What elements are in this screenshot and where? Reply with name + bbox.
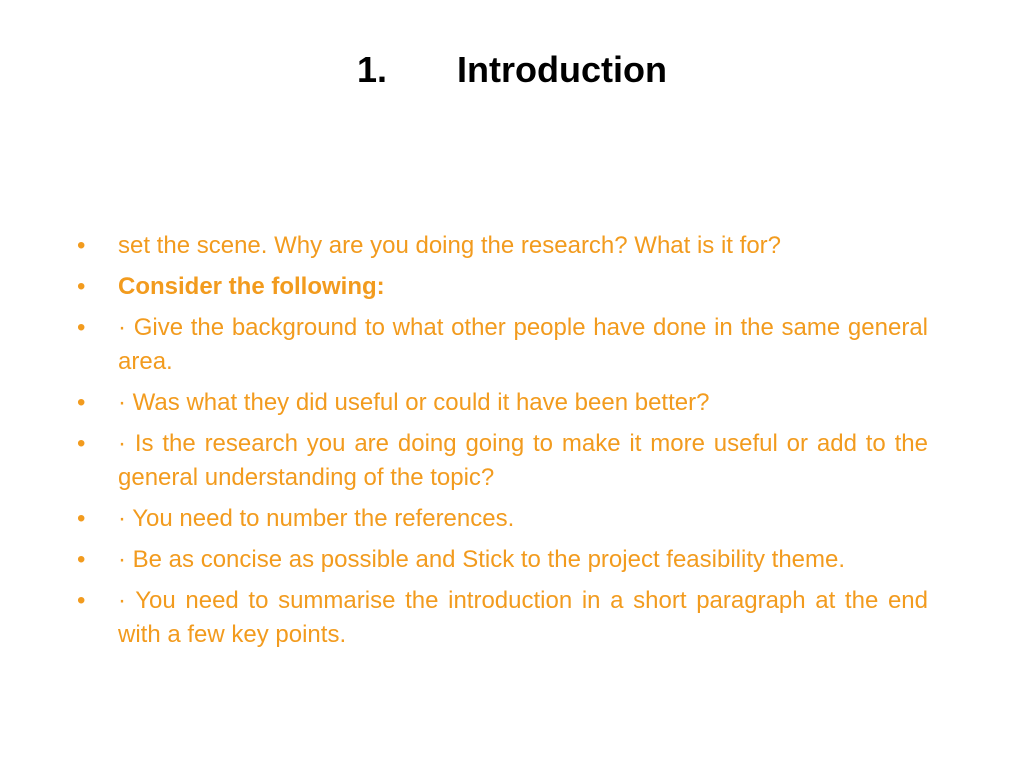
- bullet-item: [77, 543, 928, 577]
- bullet-text: · Give the background to what other people have done in the same general area.: [118, 314, 928, 375]
- bullet-dot-icon: •: [77, 546, 86, 573]
- bullet-item: [77, 386, 928, 420]
- bullet-item: [77, 502, 928, 536]
- title-number: 1.: [357, 49, 388, 90]
- bullet-dot-icon: •: [77, 273, 86, 300]
- bullet-text: Consider the following:: [118, 273, 385, 300]
- bullet-text: · You need to summarise the introduction in a short paragraph at the end with a few key points.: [118, 587, 928, 648]
- bullet-text: set the scene. Why are you doing the research? What is it for?: [118, 232, 781, 259]
- slide-title: [0, 48, 1024, 92]
- bullet-dot-icon: •: [77, 505, 86, 532]
- bullet-item: [77, 427, 928, 495]
- bullet-dot-icon: •: [77, 430, 86, 457]
- title-text: Introduction: [457, 49, 667, 90]
- bullet-text: · Was what they did useful or could it have been better?: [118, 389, 710, 416]
- bullet-dot-icon: •: [77, 389, 86, 416]
- bullet-item: [77, 584, 928, 652]
- bullet-item: [77, 229, 928, 263]
- bullet-dot-icon: •: [77, 587, 86, 614]
- bullet-item: [77, 270, 928, 304]
- bullet-dot-icon: •: [77, 232, 86, 259]
- bullet-text: · You need to number the references.: [118, 505, 515, 532]
- bullet-item: [77, 311, 928, 379]
- bullet-text: · Is the research you are doing going to make it more useful or add to the general understanding of the topic?: [118, 430, 928, 491]
- bullet-list: [77, 229, 928, 659]
- bullet-dot-icon: •: [77, 314, 86, 341]
- bullet-text: · Be as concise as possible and Stick to the project feasibility theme.: [118, 546, 846, 573]
